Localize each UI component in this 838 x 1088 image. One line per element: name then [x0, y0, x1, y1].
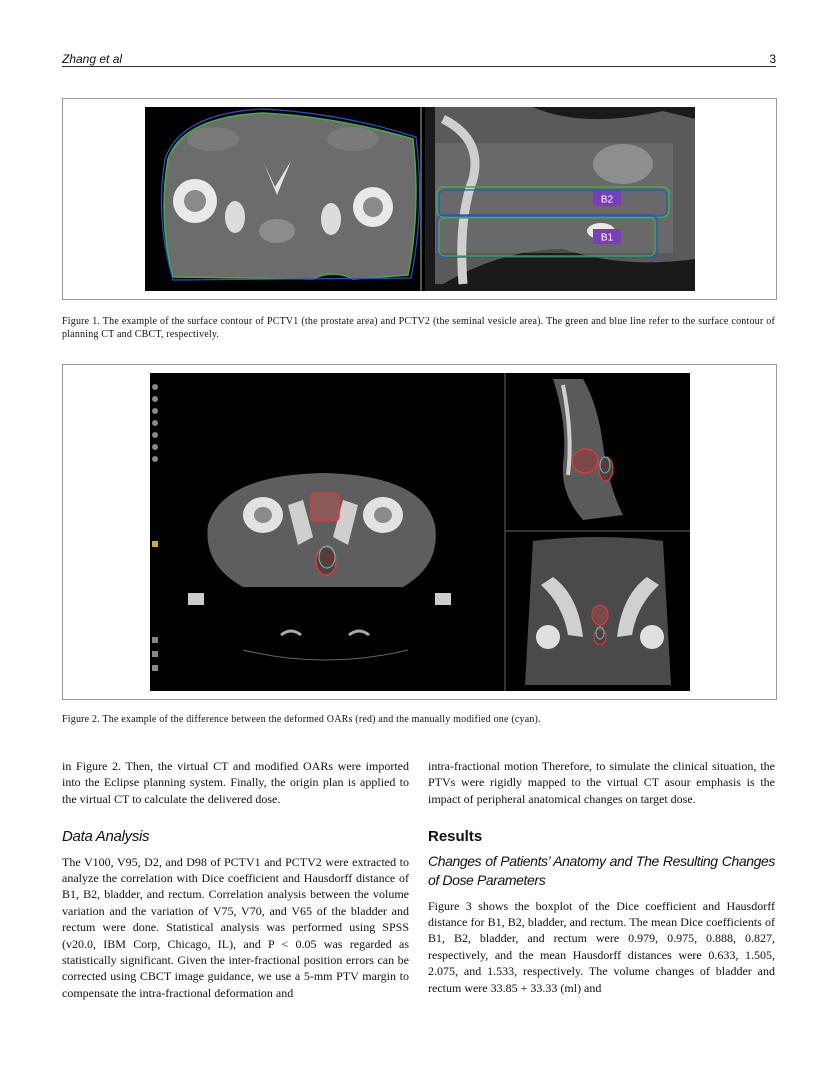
page-number: 3: [769, 52, 776, 66]
sagittal-ct-slice: [425, 107, 695, 291]
subsection-heading: Changes of Patients’ Anatomy and The Resulting Changes of Dose Parameters: [428, 852, 775, 888]
running-header-author: Zhang et al: [62, 52, 123, 66]
figure-1-image: [63, 99, 776, 299]
label-b1: B1: [600, 232, 614, 244]
section-heading-results: Results: [428, 828, 483, 846]
header-rule: [62, 66, 776, 67]
right-paragraph-1: intra-fractional motion Therefore, to simulate the clinical situation, the PTVs were rigidly mapped to the virtual CT asour emphasis is the impact of peripheral anatomical changes on target dose.: [428, 759, 775, 806]
right-paragraph-2: Figure 3 shows the boxplot of the Dice coefficient and Hausdorff distance for B1, B2, bladder, and rectum. The mean Dice coefficients of B1, B2, bladder, and rectum were 0.979, 0.975, 0.888, 0.827, respectively, and the mean Hausdorff distances were 0.633, 1.505, 2.075, and 1.533, respectively. The volume changes of bladder and rectum were 33.85 + 33.33 (ml) and: [428, 898, 775, 995]
figure-1-caption: Figure 1. The example of the surface contour of PCTV1 (the prostate area) and PCTV2 (the seminal vesicle area). The green and blue line refer to the surface contour of planning CT and CBCT, respectively.: [62, 316, 775, 340]
figure-2-caption: Figure 2. The example of the difference between the deformed OARs (red) and the manually modified one (cyan).: [62, 714, 541, 725]
figure-2: [62, 364, 777, 700]
left-paragraph-1: in Figure 2. Then, the virtual CT and modified OARs were imported into the Eclipse planning system. Finally, the origin plan is applied to the virtual CT to calculate the delivered dose.: [62, 759, 409, 806]
right-column: [428, 758, 775, 996]
coronal-view: [525, 537, 671, 685]
left-paragraph-2: The V100, V95, D2, and D98 of PCTV1 and PCTV2 were extracted to analyze the correlation with Dice coefficient and Hausdorff distance of B1, B2, bladder, and rectum. Correlation analysis between the volume variation and the variation of V75, V70, and V65 of the bladder and rectum were done. Statistical analysis was performed using SPSS (v20.0, IBM Corp, Chicago, IL), and P < 0.05 was regarded as statistically significant. Given the inter-fractional position errors can be corrected using CBCT image guidance, we use a 5-mm PTV margin to compensate the intra-fractional deformation and: [62, 854, 409, 1000]
figure-2-image: [63, 365, 776, 699]
figure-1: [62, 98, 777, 300]
label-b2: B2: [600, 194, 614, 206]
left-column: [62, 758, 409, 1001]
section-heading-data-analysis: Data Analysis: [62, 828, 150, 846]
axial-ct-slice: [161, 109, 419, 280]
